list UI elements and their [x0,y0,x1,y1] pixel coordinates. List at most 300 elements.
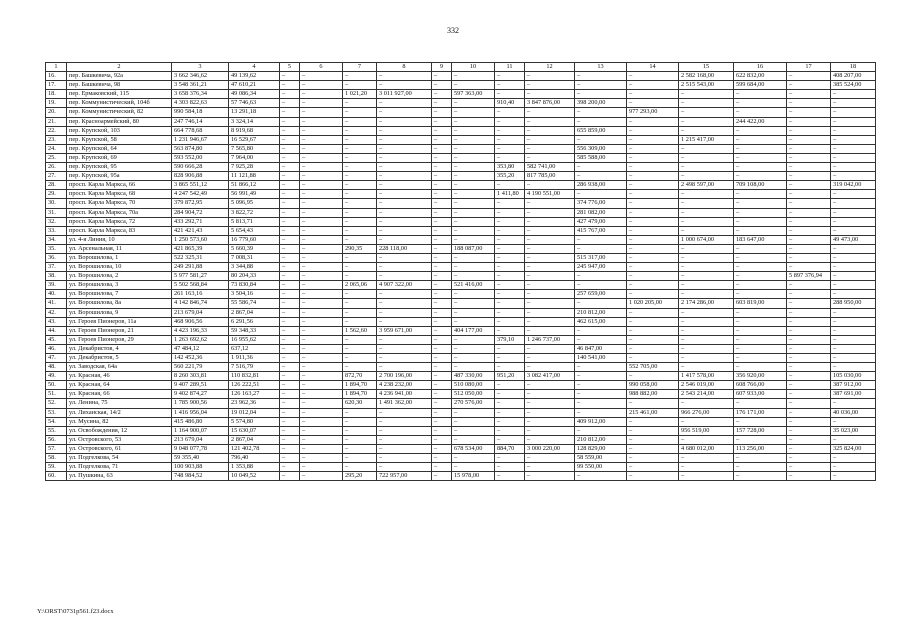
row-number-cell: 18. [46,90,67,99]
value-cell: – [679,326,734,335]
table-row [46,90,876,99]
value-cell: – [787,444,831,453]
value-cell: – [377,72,432,81]
value-cell: – [734,335,787,344]
value-cell: 1 411,80 [495,190,525,199]
value-cell: 35 023,00 [831,426,876,435]
value-cell: – [343,226,377,235]
value-cell: – [734,263,787,272]
value-cell: – [525,354,575,363]
value-cell: – [575,117,627,126]
value-cell: 1 000 674,00 [679,235,734,244]
value-cell: – [495,226,525,235]
value-cell: – [432,172,452,181]
value-cell: – [343,408,377,417]
value-cell: 110 832,81 [229,372,280,381]
value-cell: 563 874,80 [172,144,229,153]
value-cell: 49 086,34 [229,90,280,99]
value-cell: 295,20 [343,472,377,481]
value-cell: – [734,272,787,281]
value-cell: – [432,190,452,199]
address-cell: просп. Карла Маркса, 68 [67,190,172,199]
value-cell: – [679,272,734,281]
value-cell: – [575,235,627,244]
value-cell: – [495,72,525,81]
value-cell: – [831,472,876,481]
value-cell: 1 417 578,00 [679,372,734,381]
value-cell: – [525,144,575,153]
value-cell: – [432,199,452,208]
value-cell: – [831,144,876,153]
value-cell: – [343,344,377,353]
value-cell: – [432,435,452,444]
value-cell: – [280,108,300,117]
column-header: 18 [831,63,876,72]
value-cell: – [495,435,525,444]
value-cell: – [280,290,300,299]
value-cell: – [734,281,787,290]
address-cell: пер. Крупской, 64 [67,144,172,153]
value-cell: – [280,463,300,472]
row-number-cell: 17. [46,81,67,90]
row-number-cell: 43. [46,317,67,326]
address-cell: пер. Крупской, 69 [67,153,172,162]
value-cell: 16 529,67 [229,135,280,144]
value-cell: – [525,281,575,290]
value-cell: – [525,217,575,226]
value-cell: 522 325,31 [172,253,229,262]
address-cell: просп. Карла Маркса, 72 [67,217,172,226]
value-cell: 433 292,71 [172,217,229,226]
value-cell: – [787,172,831,181]
value-cell: – [300,326,343,335]
value-cell: – [280,426,300,435]
value-cell: – [300,308,343,317]
value-cell: – [452,99,495,108]
value-cell: 5 660,39 [229,244,280,253]
value-cell: 597 363,00 [452,90,495,99]
value-cell: – [280,326,300,335]
value-cell: – [432,208,452,217]
value-cell: – [679,253,734,262]
value-cell: – [525,135,575,144]
address-cell: пер. Крупской, 58 [67,135,172,144]
column-header: 3 [172,63,229,72]
value-cell: – [377,426,432,435]
address-cell: ул. Ворошилова, 10 [67,263,172,272]
value-cell: – [300,299,343,308]
value-cell: – [831,354,876,363]
value-cell: – [627,135,679,144]
address-cell: пер. Ермаковский, 115 [67,90,172,99]
value-cell: – [452,190,495,199]
value-cell: 2 700 196,00 [377,372,432,381]
value-cell: – [377,272,432,281]
value-cell: – [343,72,377,81]
value-cell: – [679,281,734,290]
value-cell: – [627,90,679,99]
value-cell: 1 164 900,07 [172,426,229,435]
value-cell: – [627,153,679,162]
value-cell: – [432,181,452,190]
table-row [46,308,876,317]
value-cell: – [452,272,495,281]
value-cell: – [734,190,787,199]
value-cell: – [280,281,300,290]
table-row [46,390,876,399]
value-cell: – [452,363,495,372]
value-cell: – [525,117,575,126]
value-cell: 3 011 927,00 [377,90,432,99]
value-cell: – [343,272,377,281]
table-row [46,381,876,390]
value-cell: – [831,90,876,99]
value-cell: – [627,399,679,408]
value-cell: – [300,317,343,326]
value-cell: – [300,354,343,363]
value-cell: 210 812,00 [575,435,627,444]
value-cell: 7 008,31 [229,253,280,262]
value-cell: 286 938,00 [575,181,627,190]
value-cell: – [627,263,679,272]
row-number-cell: 24. [46,144,67,153]
table-row [46,126,876,135]
value-cell: 105 030,00 [831,372,876,381]
value-cell: – [432,426,452,435]
value-cell: – [377,108,432,117]
value-cell: – [495,326,525,335]
table-row [46,226,876,235]
address-cell: ул. Освобождения, 12 [67,426,172,435]
value-cell: – [525,363,575,372]
column-header: 11 [495,63,525,72]
value-cell: – [575,408,627,417]
value-cell: – [575,390,627,399]
column-header: 4 [229,63,280,72]
value-cell: – [300,454,343,463]
value-cell: – [377,308,432,317]
table-header-row [46,63,876,72]
value-cell: 5 897 376,94 [787,272,831,281]
value-cell: – [452,126,495,135]
value-cell: – [280,317,300,326]
value-cell: 142 452,36 [172,354,229,363]
value-cell: – [831,117,876,126]
address-cell: ул. Героев Пионеров, 11а [67,317,172,326]
value-cell: 404 177,00 [452,326,495,335]
value-cell: – [831,335,876,344]
value-cell: – [831,126,876,135]
value-cell: – [679,435,734,444]
value-cell: 270 576,00 [452,399,495,408]
table-row [46,344,876,353]
row-number-cell: 50. [46,381,67,390]
value-cell: – [343,290,377,299]
value-cell: 80 204,33 [229,272,280,281]
row-number-cell: 41. [46,299,67,308]
value-cell: – [280,354,300,363]
value-cell: – [343,263,377,272]
value-cell: – [627,144,679,153]
value-cell: – [432,344,452,353]
value-cell: 512 050,00 [452,390,495,399]
value-cell: – [432,381,452,390]
table-row [46,354,876,363]
value-cell: – [300,281,343,290]
address-cell: ул. Декабристов, 4 [67,344,172,353]
value-cell: – [627,81,679,90]
value-cell: – [343,81,377,90]
value-cell: – [300,144,343,153]
value-cell: – [787,463,831,472]
value-cell: – [787,354,831,363]
value-cell: – [432,390,452,399]
row-number-cell: 16. [46,72,67,81]
address-cell: просп. Карла Маркса, 70 [67,199,172,208]
value-cell: – [300,199,343,208]
row-number-cell: 55. [46,426,67,435]
value-cell: – [734,126,787,135]
value-cell: – [627,426,679,435]
value-cell: – [734,317,787,326]
value-cell: – [525,72,575,81]
value-cell: 951,20 [495,372,525,381]
table-row [46,172,876,181]
table-row [46,454,876,463]
table-row [46,272,876,281]
value-cell: – [495,199,525,208]
value-cell: 51 866,12 [229,181,280,190]
value-cell: 387 691,00 [831,390,876,399]
value-cell: 408 207,00 [831,72,876,81]
value-cell: 620,30 [343,399,377,408]
value-cell: – [432,126,452,135]
value-cell: – [300,472,343,481]
value-cell: – [495,235,525,244]
address-cell: ул. Декабристов, 5 [67,354,172,363]
value-cell: – [377,417,432,426]
address-cell: ул. Заводская, 64а [67,363,172,372]
table-row [46,326,876,335]
value-cell: – [432,272,452,281]
value-cell: – [343,335,377,344]
address-cell: пер. Крупской, 95 [67,163,172,172]
value-cell: – [300,217,343,226]
value-cell: – [831,435,876,444]
value-cell: – [831,263,876,272]
value-cell: – [627,99,679,108]
value-cell: – [432,463,452,472]
value-cell: – [525,399,575,408]
row-number-cell: 44. [46,326,67,335]
table-row [46,181,876,190]
value-cell: 1 416 956,04 [172,408,229,417]
value-cell: – [377,172,432,181]
value-cell: 113 256,00 [734,444,787,453]
value-cell: – [575,426,627,435]
value-cell: – [831,153,876,162]
value-cell: – [525,472,575,481]
value-cell: – [679,454,734,463]
value-cell: – [495,281,525,290]
value-cell: 1 263 692,62 [172,335,229,344]
value-cell: – [627,290,679,299]
value-cell: 590 666,28 [172,163,229,172]
address-cell: ул. Ворошилова, 3 [67,281,172,290]
value-cell: – [377,144,432,153]
value-cell: – [280,163,300,172]
value-cell: – [343,208,377,217]
value-cell: – [452,290,495,299]
value-cell: 2 065,06 [343,281,377,290]
value-cell: 607 933,00 [734,390,787,399]
value-cell: – [831,163,876,172]
value-cell: – [432,99,452,108]
value-cell: – [734,472,787,481]
address-cell: пер. Крупской, 95а [67,172,172,181]
value-cell: – [627,117,679,126]
row-number-cell: 40. [46,290,67,299]
row-number-cell: 19. [46,99,67,108]
value-cell: – [627,463,679,472]
table-row [46,399,876,408]
value-cell: – [343,153,377,162]
value-cell: – [432,153,452,162]
value-cell: 5 813,71 [229,217,280,226]
value-cell: – [377,81,432,90]
value-cell: – [377,217,432,226]
value-cell: 3 504,16 [229,290,280,299]
value-cell: – [575,335,627,344]
value-cell: – [432,72,452,81]
value-cell: – [734,153,787,162]
value-cell: 379 872,95 [172,199,229,208]
value-cell: – [831,253,876,262]
value-cell: – [831,244,876,253]
value-cell: 2 543 214,00 [679,390,734,399]
value-cell: – [525,317,575,326]
value-cell: – [787,281,831,290]
value-cell: – [300,99,343,108]
value-cell: 3 959 671,00 [377,326,432,335]
column-header: 16 [734,63,787,72]
value-cell: – [343,217,377,226]
value-cell: – [525,344,575,353]
value-cell: 709 108,00 [734,181,787,190]
value-cell: – [280,153,300,162]
value-cell: – [343,172,377,181]
table-row [46,472,876,481]
value-cell: – [280,435,300,444]
value-cell: – [280,199,300,208]
value-cell: – [787,244,831,253]
address-cell: ул. Арсенальная, 11 [67,244,172,253]
value-cell: – [495,454,525,463]
value-cell: 398 200,00 [575,99,627,108]
row-number-cell: 22. [46,126,67,135]
value-cell: – [280,444,300,453]
address-cell: ул. Ленина, 75 [67,399,172,408]
value-cell: – [627,217,679,226]
value-cell: – [280,381,300,390]
table-row [46,299,876,308]
value-cell: – [432,335,452,344]
value-cell: – [343,117,377,126]
value-cell: – [377,299,432,308]
value-cell: – [495,399,525,408]
value-cell: – [343,144,377,153]
value-cell: – [787,153,831,162]
value-cell: – [734,363,787,372]
value-cell: 16 955,62 [229,335,280,344]
value-cell: 5 977 581,27 [172,272,229,281]
value-cell: – [300,426,343,435]
value-cell: 7 925,28 [229,163,280,172]
value-cell: – [734,435,787,444]
value-cell: – [343,317,377,326]
value-cell: 1 021,20 [343,90,377,99]
value-cell: – [300,208,343,217]
value-cell: – [343,435,377,444]
value-cell: – [280,299,300,308]
row-number-cell: 58. [46,454,67,463]
value-cell: – [831,290,876,299]
value-cell: – [787,381,831,390]
value-cell: 655 859,00 [575,126,627,135]
address-cell: ул. Подгелкова, 54 [67,454,172,463]
value-cell: – [343,99,377,108]
value-cell: 7 516,79 [229,363,280,372]
value-cell: – [343,363,377,372]
value-cell: 5 096,95 [229,199,280,208]
value-cell: – [831,208,876,217]
value-cell: – [627,126,679,135]
value-cell: – [525,253,575,262]
value-cell: – [679,290,734,299]
value-cell: 13 291,18 [229,108,280,117]
value-cell: – [432,472,452,481]
value-cell: – [280,417,300,426]
value-cell: 748 984,52 [172,472,229,481]
value-cell: 956 519,00 [679,426,734,435]
value-cell: – [734,417,787,426]
table-row [46,235,876,244]
value-cell: – [432,90,452,99]
value-cell: 15 978,00 [452,472,495,481]
value-cell: 215 461,00 [627,408,679,417]
value-cell: – [452,181,495,190]
value-cell: – [300,372,343,381]
value-cell: 1 353,88 [229,463,280,472]
address-cell: ул. Ворошилова, 8а [67,299,172,308]
column-header: 6 [300,63,343,72]
value-cell: – [377,226,432,235]
address-cell: пер. Башкевича, 92а [67,72,172,81]
row-number-cell: 30. [46,199,67,208]
page-number: 332 [447,26,459,35]
value-cell: – [787,363,831,372]
value-cell: – [679,308,734,317]
value-cell: – [377,153,432,162]
value-cell: – [377,99,432,108]
address-cell: ул. Героев Пионеров, 21 [67,326,172,335]
address-cell: ул. Ворошилова, 9 [67,308,172,317]
value-cell: – [377,463,432,472]
value-cell: – [377,290,432,299]
value-cell: 1 911,36 [229,354,280,363]
value-cell: – [679,108,734,117]
value-cell: – [280,272,300,281]
